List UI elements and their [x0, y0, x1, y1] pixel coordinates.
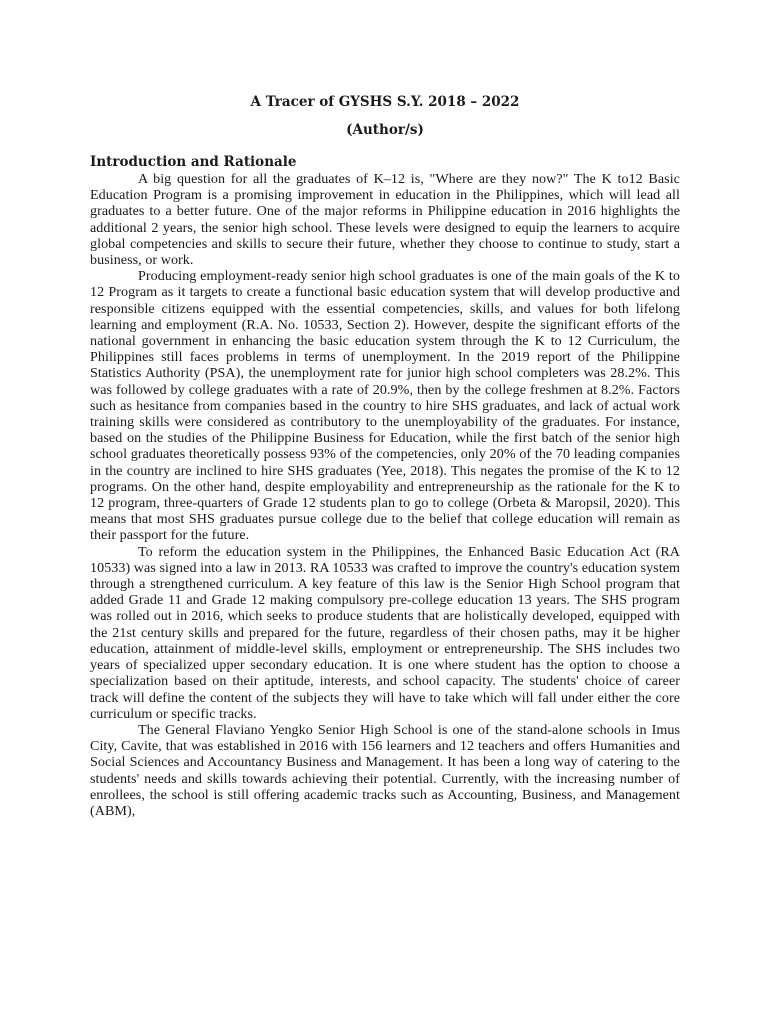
paragraph-2: Producing employment-ready senior high school graduates is one of the main goals of the K to 12 Program as it targets to create a functional basic education system that will develop productive and responsible citizens equipped with the essential competencies, skills, and values for both lifelong learning and employment (R.A. No. 10533, Section 2). However, despite the significant efforts of the national government in enhancing the basic education system through the K to 12 Curriculum, the Philippines still faces problems in terms of unemployment. In the 2019 report of the Philippine Statistics Authority (PSA), the unemployment rate for junior high school completers was 28.2%. This was followed by college graduates with a rate of 20.9%, then by the college freshmen at 8.2%. Factors such as hesitance from companies based in the country to hire SHS graduates, and lack of actual work training skills were considered as contributory to the unemployability of the graduates. For instance, based on the studies of the Philippine Business for Education, while the first batch of the senior high school graduates theoretically possess 93% of the competencies, only 20% of the 70 leading companies in the country are inclined to hire SHS graduates (Yee, 2018). This negates the promise of the K to 12 programs. On the other hand, despite employability and entrepreneurship as the rationale for the K to 12 program, three-quarters of Grade 12 students plan to go to college (Orbeta & Maropsil, 2020). This means that most SHS graduates pursue college due to the belief that college education will remain as their passport for the future. [90, 268, 680, 544]
paragraph-3: To reform the education system in the Philippines, the Enhanced Basic Education Act (RA 10533) was signed into a law in 2013. RA 10533 was crafted to improve the country's education system through a strengthened curriculum. A key feature of this law is the Senior High School program that added Grade 11 and Grade 12 making compulsory pre-college education 13 years. The SHS program was rolled out in 2016, which seeks to produce students that are holistically developed, equipped with the 21st century skills and prepared for the future, regardless of their chosen paths, may it be higher education, attainment of middle-level skills, employment or entrepreneurship. The SHS includes two years of specialized upper secondary education. It is one where student has the option to choose a specialization based on their aptitude, interests, and school capacity. The students' choice of career track will define the content of the subjects they will have to take which will fall under either the core curriculum or specific tracks. [90, 543, 680, 722]
author-line: (Author/s) [346, 122, 424, 138]
document-title: A Tracer of GYSHS S.Y. 2018 – 2022 [250, 94, 520, 110]
paragraph-1: A big question for all the graduates of K–12 is, "Where are they now?" The K to12 Basic Education Program is a promising improvement in education in the Philippines, which will lead all graduates to a better future. One of the major reforms in Philippine education in 2016 highlights the additional 2 years, the senior high school. These levels were designed to equip the learners to acquire global competencies and skills to secure their future, whether they choose to continue to study, start a business, or work. [90, 171, 680, 269]
body-text [90, 171, 680, 819]
section-heading: Introduction and Rationale [90, 154, 297, 170]
paragraph-4: The General Flaviano Yengko Senior High School is one of the stand-alone schools in Imus City, Cavite, that was established in 2016 with 156 learners and 12 teachers and offers Humanities and Social Sciences and Accountancy Business and Management. It has been a long way of catering to the students' needs and skills towards achieving their potential. Currently, with the increasing number of enrollees, the school is still offering academic tracks such as Accounting, Business, and Management (ABM), [90, 721, 680, 819]
